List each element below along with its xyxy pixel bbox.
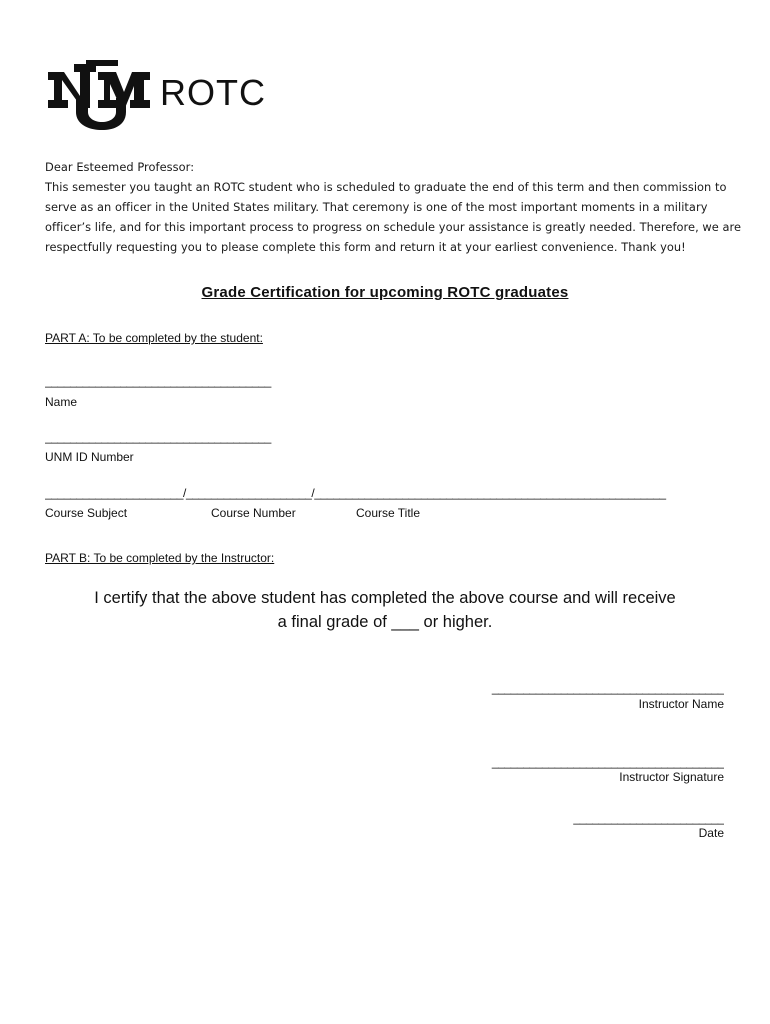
instructor-signature-label: Instructor Signature (619, 770, 724, 784)
form-title: Grade Certification for upcoming ROTC graduates (201, 284, 569, 301)
instructor-name-label: Instructor Name (638, 697, 724, 711)
letter-line-2: serve as an officer in the United States military. That ceremony is one of the most important moments in a military (45, 200, 708, 214)
part-b-heading: PART B: To be completed by the Instructor: (45, 551, 275, 565)
course-line[interactable]: ______________________/____________________/________________________________________________________ (45, 486, 666, 500)
certification-line-1: I certify that the above student has completed the above course and will receive (94, 589, 676, 607)
rotc-title: ROTC (160, 72, 266, 113)
letter-line-3: officer’s life, and for this important process to progress on schedule your assistance is greatly needed. Therefore, we are (45, 220, 742, 234)
unm-id-label: UNM ID Number (45, 450, 134, 464)
unm-logo (46, 58, 152, 130)
name-label: Name (45, 395, 78, 409)
instructor-name-line[interactable]: _____________________________________ (491, 681, 724, 695)
certification-line-2: a final grade of ___ or higher. (277, 613, 493, 631)
date-line[interactable]: ________________________ (573, 811, 724, 825)
letter-line-4: respectfully requesting you to please complete this form and return it at your earliest convenience. Thank you! (45, 240, 686, 254)
letter-line-1: This semester you taught an ROTC student who is scheduled to graduate the end of this term and then commission to (45, 180, 727, 194)
instructor-signature-line[interactable]: _____________________________________ (491, 755, 724, 769)
course-title-label: Course Title (356, 506, 421, 520)
letter-salutation: Dear Esteemed Professor: (45, 160, 195, 174)
unm-id-line[interactable]: ____________________________________ (45, 430, 271, 444)
course-subject-label: Course Subject (45, 506, 128, 520)
date-label: Date (698, 826, 724, 840)
part-a-heading: PART A: To be completed by the student: (45, 331, 263, 345)
name-line[interactable]: ____________________________________ (45, 374, 271, 388)
course-number-label: Course Number (211, 506, 296, 520)
